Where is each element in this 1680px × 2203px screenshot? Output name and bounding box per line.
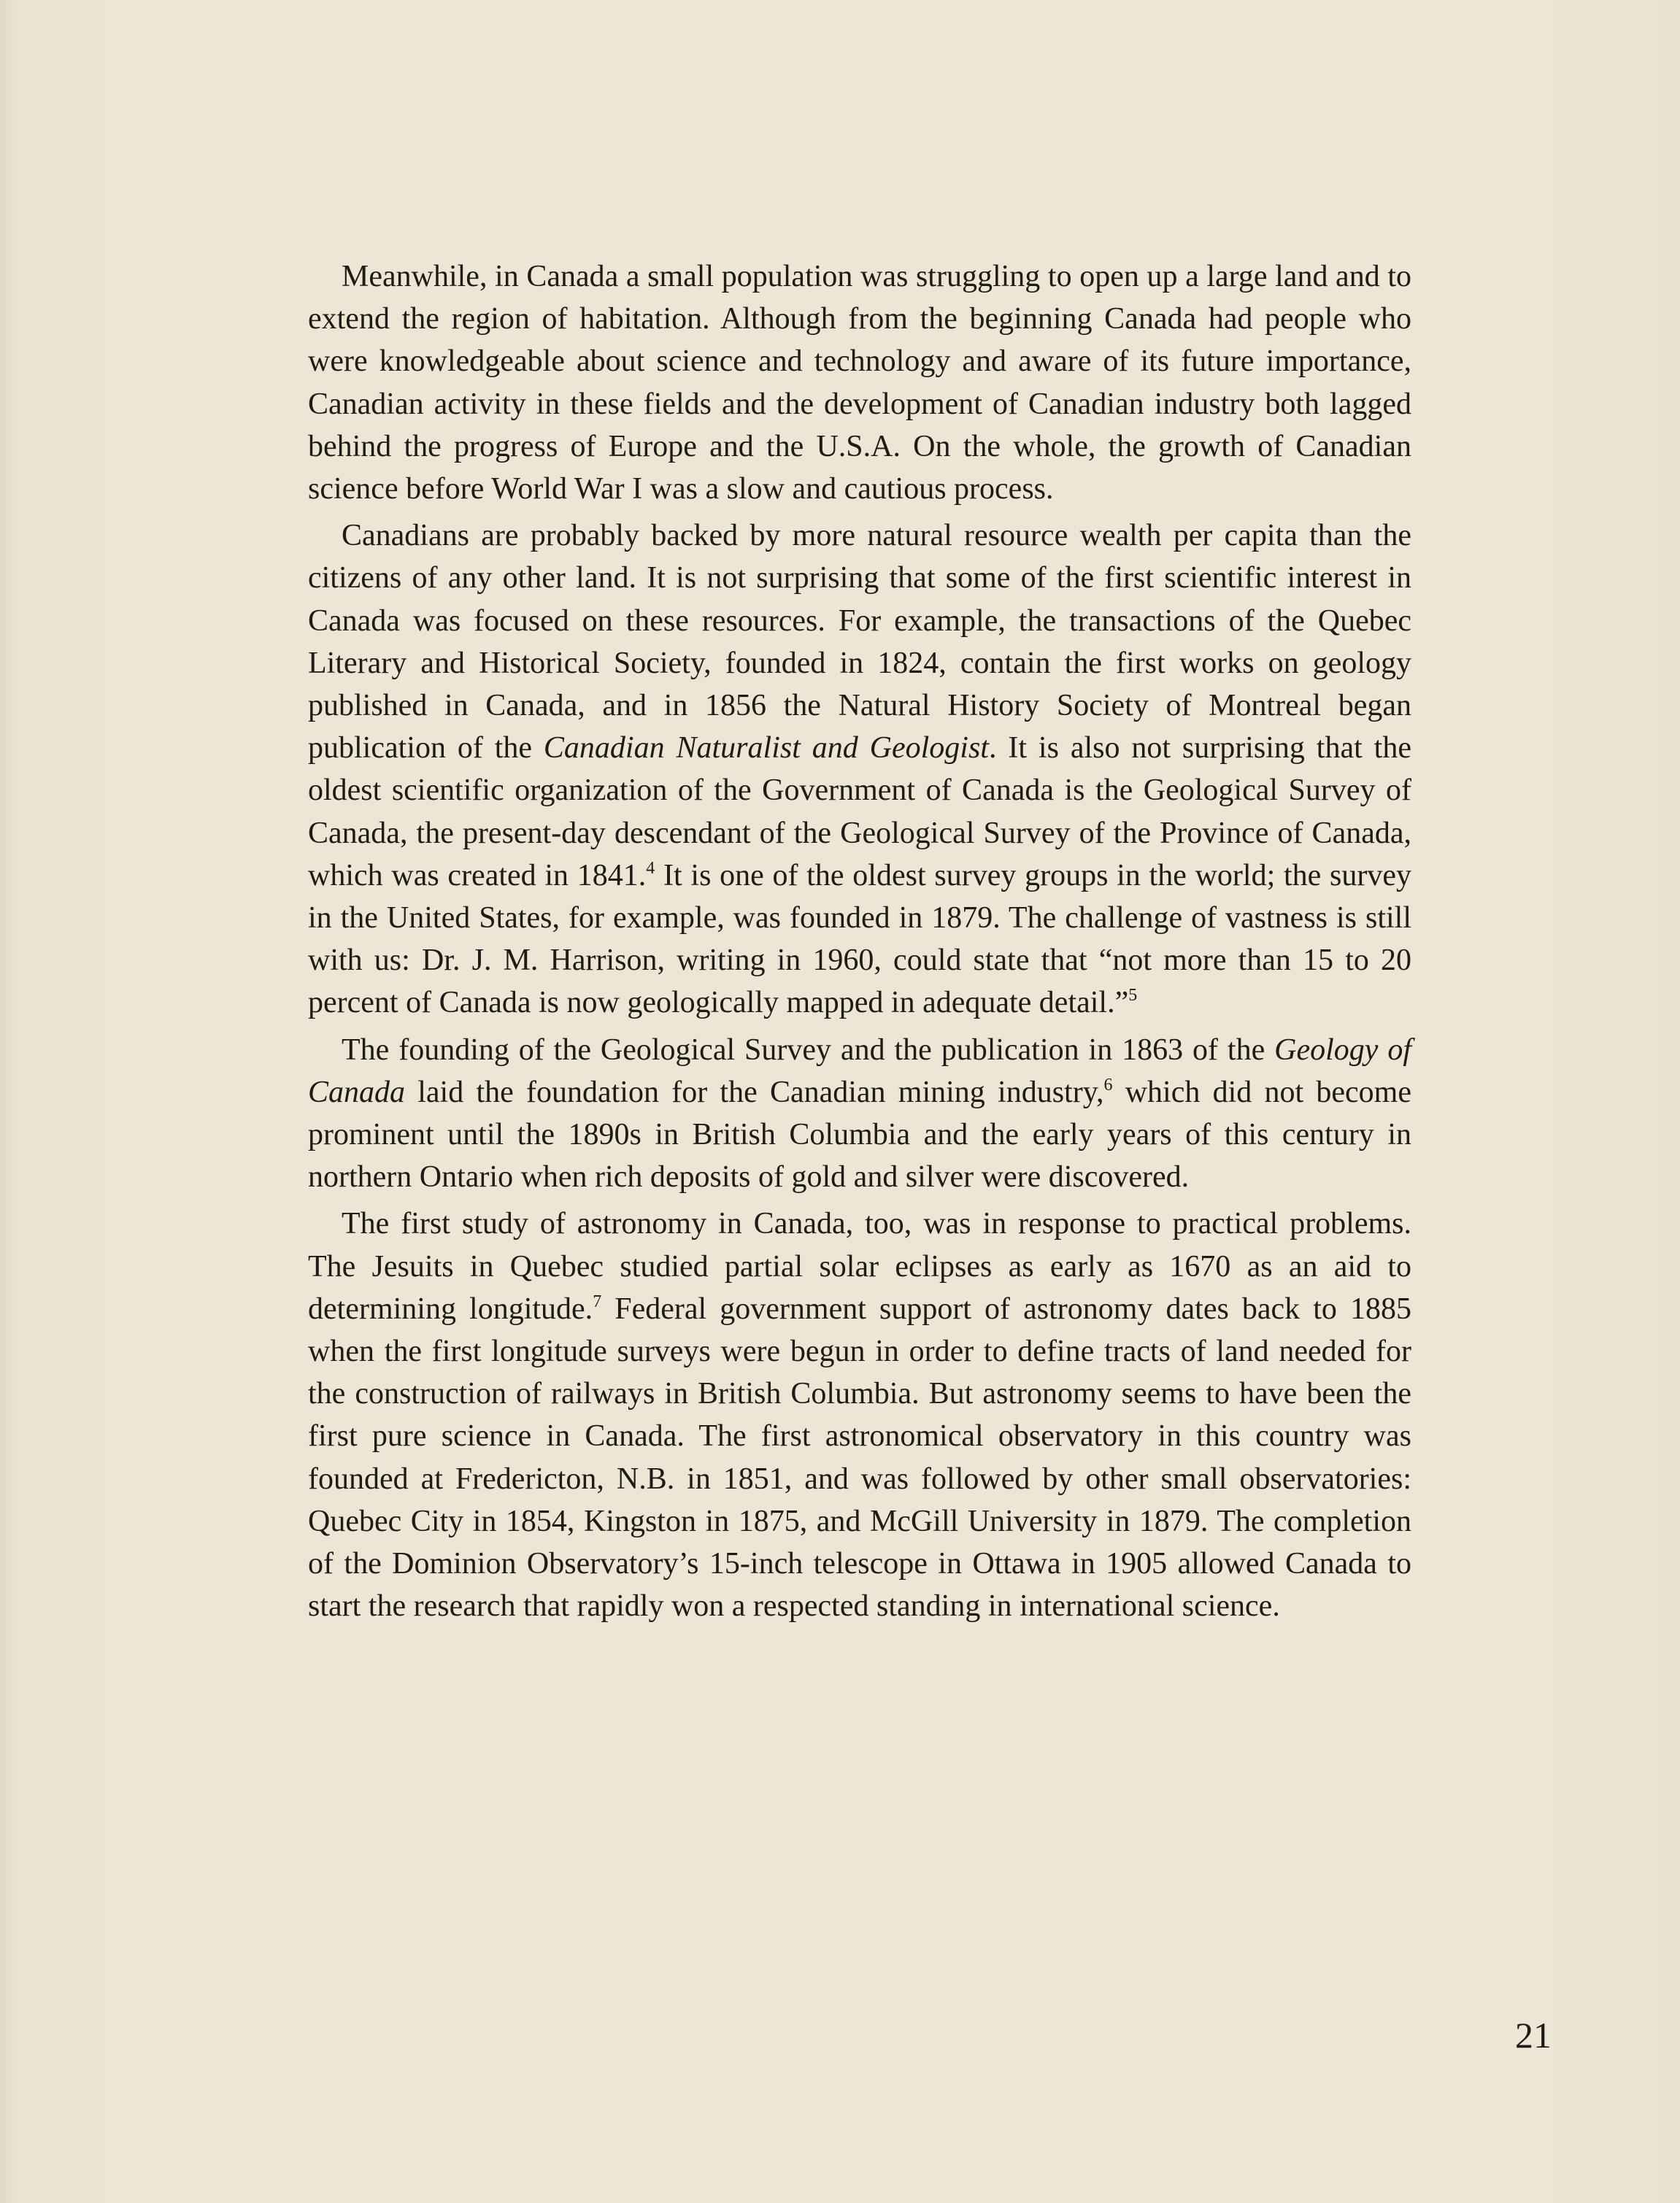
footnote-marker: 5: [1128, 986, 1138, 1006]
text-run: It is one of the oldest survey groups in the world; the survey in the United States, for example, was founded in 1879. The challenge of vastness is still with us: Dr. J. M. Harrison, writing in 1960, could state that “not more than 15 to 20 percent of Canada is now geologically mapped in adequate detail.”: [308, 858, 1411, 1020]
text-run: . It is also not surprising that the oldest scientific organization of the Government of Canada is the Geological Survey of Canada, the present-day descendant of the Geological Survey of the Province of Canada, which was created in 1841.: [308, 731, 1411, 892]
paragraph: [308, 255, 1411, 510]
body-text: [308, 255, 1411, 1628]
footnote-marker: 4: [646, 858, 655, 878]
page-number: 21: [1515, 2015, 1552, 2056]
paragraph: [308, 1029, 1411, 1199]
paragraph: [308, 514, 1411, 1024]
text-run: Canadians are probably backed by more natural resource wealth per capita than the citizens of any other land. It is not surprising that some of the first scientific interest in Canada was focused on these resources. For example, the transactions of the Quebec Literary and Historical Society, founded in 1824, contain the first works on geology published in Canada, and in 1856 the Natural History Society of Montreal began publication of the: [308, 519, 1411, 765]
text-run: laid the foundation for the Canadian mining industry,: [405, 1075, 1104, 1109]
text-run: Meanwhile, in Canada a small population was struggling to open up a large land and to extend the region of habitation. Although from the beginning Canada had people who were knowledgeable about science and technology and aware of its future importance, Canadian activity in these fields and the development of Canadian industry both lagged behind the progress of Europe and the U.S.A. On the whole, the growth of Canadian science before World War I was a slow and cautious process.: [308, 260, 1411, 506]
italic-title: Geology of Canada: [308, 1033, 1412, 1109]
text-run: The founding of the Geological Survey and the publication in 1863 of the: [342, 1033, 1275, 1067]
paragraph: [308, 1203, 1411, 1627]
footnote-marker: 7: [593, 1292, 602, 1311]
text-run: which did not become prominent until the 1890s in British Columbia and the early years of this century in northern Ontario when rich deposits of gold and silver were discovered.: [308, 1075, 1411, 1195]
text-run: Federal government support of astronomy dates back to 1885 when the first longitude surveys were begun in order to define tracts of land needed for the construction of railways in British Columbia. But astronomy seems to have been the first pure science in Canada. The first astronomical observatory in this country was founded at Fredericton, N.B. in 1851, and was followed by other small observatories: Quebec City in 1854, Kingston in 1875, and McGill University in 1879. The completion of the Dominion Observatory’s 15-inch telescope in Ottawa in 1905 allowed Canada to start the research that rapidly won a respected standing in international science.: [308, 1292, 1412, 1624]
footnote-marker: 6: [1103, 1075, 1113, 1095]
italic-title: Canadian Naturalist and Geologist: [543, 731, 989, 765]
text-run: The first study of astronomy in Canada, too, was in response to practical problems. The Jesuits in Quebec studied partial solar eclipses as early as 1670 as an aid to determining longitude.: [308, 1207, 1411, 1326]
